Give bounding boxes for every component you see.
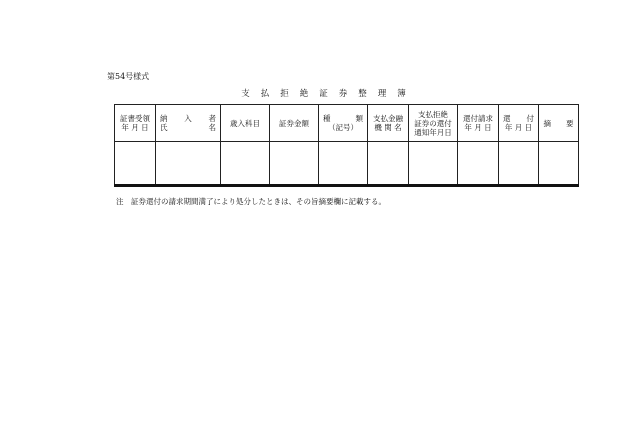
- header-line: 年 月 日: [464, 123, 492, 132]
- header-line: 年 月 日: [121, 123, 149, 132]
- header-line: 摘 要: [543, 118, 574, 128]
- header-line: [156, 123, 220, 132]
- header-line: （記号）: [328, 123, 358, 132]
- header-glyph: 納: [160, 114, 168, 123]
- header-line: 通知年月日: [414, 127, 452, 137]
- header-line: 証券の還付: [414, 118, 452, 128]
- header-glyph: 還: [503, 114, 511, 123]
- cell-revenue-item[interactable]: [221, 142, 270, 186]
- header-glyph: 氏: [160, 123, 168, 132]
- header-line: 還付請求: [463, 114, 493, 123]
- column-header-return-request: [458, 105, 499, 142]
- cell-return-request[interactable]: [458, 142, 499, 186]
- cell-payer-name[interactable]: [156, 142, 221, 186]
- column-header-payer-name: [156, 105, 221, 142]
- table-row: [115, 142, 579, 186]
- form-number: 第54号様式: [107, 72, 150, 81]
- document-title: 支払拒絶証券整理簿: [241, 89, 417, 99]
- column-header-receipt-date: [115, 105, 156, 142]
- table-header-row: [115, 105, 579, 142]
- cell-type[interactable]: [319, 142, 368, 186]
- footnote: 注 証券還付の請求期間満了により処分したときは、その旨摘要欄に記載する。: [116, 197, 386, 206]
- header-glyph: 種: [323, 114, 331, 123]
- column-header-type: [319, 105, 368, 142]
- header-line: [156, 114, 220, 123]
- header-line: [499, 114, 538, 123]
- column-header-amount: [270, 105, 319, 142]
- cell-receipt-date[interactable]: [115, 142, 156, 186]
- header-line: 年 月 日: [504, 123, 533, 132]
- header-line: 支払拒絶: [418, 109, 448, 119]
- header-line: 歳入科目: [230, 118, 260, 128]
- column-header-rejection-return: [409, 105, 458, 142]
- column-header-return-date: [499, 105, 539, 142]
- header-glyph: 名: [208, 123, 216, 132]
- cell-remarks[interactable]: [539, 142, 579, 186]
- header-glyph: 付: [526, 114, 534, 123]
- header-line: 証券金額: [279, 118, 309, 128]
- column-header-bank: [368, 105, 409, 142]
- header-glyph: 者: [208, 114, 216, 123]
- cell-amount[interactable]: [270, 142, 319, 186]
- header-line: 機 関 名: [374, 123, 402, 132]
- cell-bank[interactable]: [368, 142, 409, 186]
- header-line: [319, 114, 367, 123]
- cell-rejection-notice[interactable]: [409, 142, 458, 186]
- column-header-revenue-date: [221, 105, 270, 142]
- column-header-remarks: [539, 105, 579, 142]
- header-line: 証書受領: [120, 114, 150, 123]
- header-glyph: 類: [355, 114, 363, 123]
- header-line: 支払金融: [373, 114, 403, 123]
- header-glyph: 入: [184, 114, 192, 123]
- cell-return-date[interactable]: [499, 142, 539, 186]
- ledger-table: [114, 104, 579, 187]
